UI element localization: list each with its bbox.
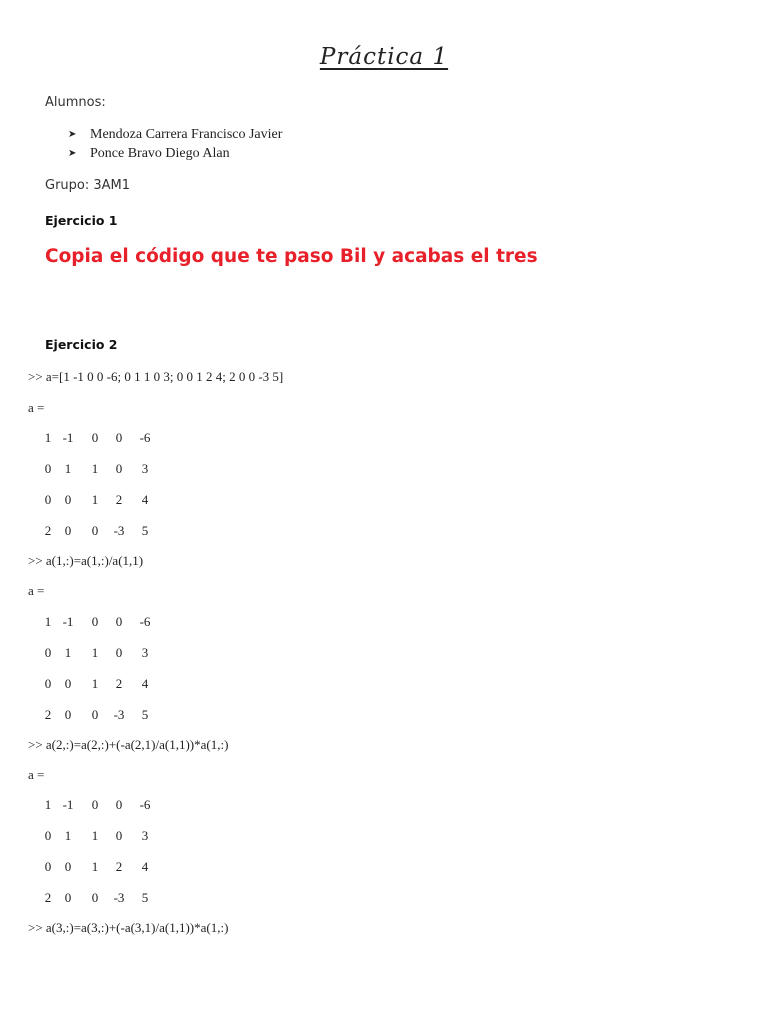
matrix-cell: 0 [64, 859, 72, 874]
matrix-cell: 0 [64, 890, 72, 905]
matrix-cell: 0 [91, 707, 99, 722]
matrix-cell: 2 [115, 492, 123, 507]
matrix-cell: 0 [115, 614, 123, 629]
matrix-cell: 4 [141, 676, 149, 691]
matrix-cell: -6 [139, 430, 151, 445]
matrix-cell: 0 [115, 645, 123, 660]
matrix-cell: 0 [64, 707, 72, 722]
matrix-cell: -6 [139, 797, 151, 812]
matrix-cell: 4 [141, 859, 149, 874]
matrix-cell: -1 [62, 614, 74, 629]
student-name: Mendoza Carrera Francisco Javier [90, 127, 283, 142]
matrix-label: a = [28, 767, 45, 782]
matrix-cell: 1 [91, 859, 99, 874]
matrix-cell: 1 [91, 461, 99, 476]
matrix-cell: 1 [44, 614, 52, 629]
matrix-label: a = [28, 400, 45, 415]
matrix-cell: 0 [64, 523, 72, 538]
matrix-cell: 1 [91, 492, 99, 507]
matrix-cell: 2 [44, 707, 52, 722]
matrix-cell: 1 [44, 797, 52, 812]
student-list [68, 125, 282, 163]
matrix-cell: -1 [62, 430, 74, 445]
matrix-cell: -3 [113, 707, 125, 722]
matrix-cell: 4 [141, 492, 149, 507]
page-title: Práctica 1 [319, 44, 449, 70]
matrix-cell: 5 [141, 890, 149, 905]
grupo-label: Grupo: 3AM1 [45, 178, 131, 193]
command-line: >> a(1,:)=a(1,:)/a(1,1) [28, 553, 144, 568]
alumnos-label: Alumnos: [45, 95, 106, 110]
matrix-cell: 2 [44, 890, 52, 905]
command-line: >> a=[1 -1 0 0 -6; 0 1 1 0 3; 0 0 1 2 4; 2 0 0 -3 5] [28, 369, 284, 384]
matrix-cell: 3 [141, 645, 149, 660]
arrow-bullet-icon: ➤ [68, 129, 77, 140]
matrix-cell: 0 [44, 828, 52, 843]
matrix-cell: 1 [64, 828, 72, 843]
matrix-cell: 3 [141, 461, 149, 476]
command-line: >> a(2,:)=a(2,:)+(-a(2,1)/a(1,1))*a(1,:) [28, 737, 229, 752]
matrix-cell: 1 [64, 645, 72, 660]
student-name: Ponce Bravo Diego Alan [90, 146, 230, 161]
matrix-cell: 0 [91, 430, 99, 445]
matrix-cell: 0 [91, 523, 99, 538]
matrix-cell: 0 [91, 890, 99, 905]
matrix-cell: -1 [62, 797, 74, 812]
matrix-cell: 0 [44, 492, 52, 507]
matrix-cell: -3 [113, 523, 125, 538]
ejercicio-2-heading: Ejercicio 2 [45, 337, 118, 352]
matrix-cell: 0 [44, 645, 52, 660]
matrix-cell: 3 [141, 828, 149, 843]
ejercicio-1-heading: Ejercicio 1 [45, 213, 118, 228]
matrix-cell: 5 [141, 523, 149, 538]
matrix-cell: 5 [141, 707, 149, 722]
red-note: Copia el código que te paso Bil y acabas el tres [45, 246, 538, 267]
matrix-cell: 0 [44, 461, 52, 476]
matrix-cell: 0 [64, 492, 72, 507]
matrix-cell: 1 [91, 828, 99, 843]
arrow-bullet-icon: ➤ [68, 148, 77, 159]
matrix-cell: 1 [91, 645, 99, 660]
command-line: >> a(3,:)=a(3,:)+(-a(3,1)/a(1,1))*a(1,:) [28, 920, 229, 935]
matrix-cell: 0 [91, 614, 99, 629]
matrix-cell: 0 [44, 676, 52, 691]
matrix-cell: 0 [44, 859, 52, 874]
list-item [68, 125, 282, 144]
matrix-cell: 1 [64, 461, 72, 476]
matrix-cell: 2 [44, 523, 52, 538]
matrix-label: a = [28, 583, 45, 598]
matrix-cell: -3 [113, 890, 125, 905]
matrix-cell: 0 [115, 828, 123, 843]
matrix-cell: 1 [44, 430, 52, 445]
list-item [68, 144, 282, 163]
matrix-cell: 2 [115, 859, 123, 874]
matrix-cell: -6 [139, 614, 151, 629]
matrix-cell: 0 [115, 430, 123, 445]
matrix-cell: 0 [115, 797, 123, 812]
matrix-cell: 0 [64, 676, 72, 691]
matrix-cell: 0 [91, 797, 99, 812]
matrix-cell: 0 [115, 461, 123, 476]
matrix-cell: 1 [91, 676, 99, 691]
matrix-cell: 2 [115, 676, 123, 691]
